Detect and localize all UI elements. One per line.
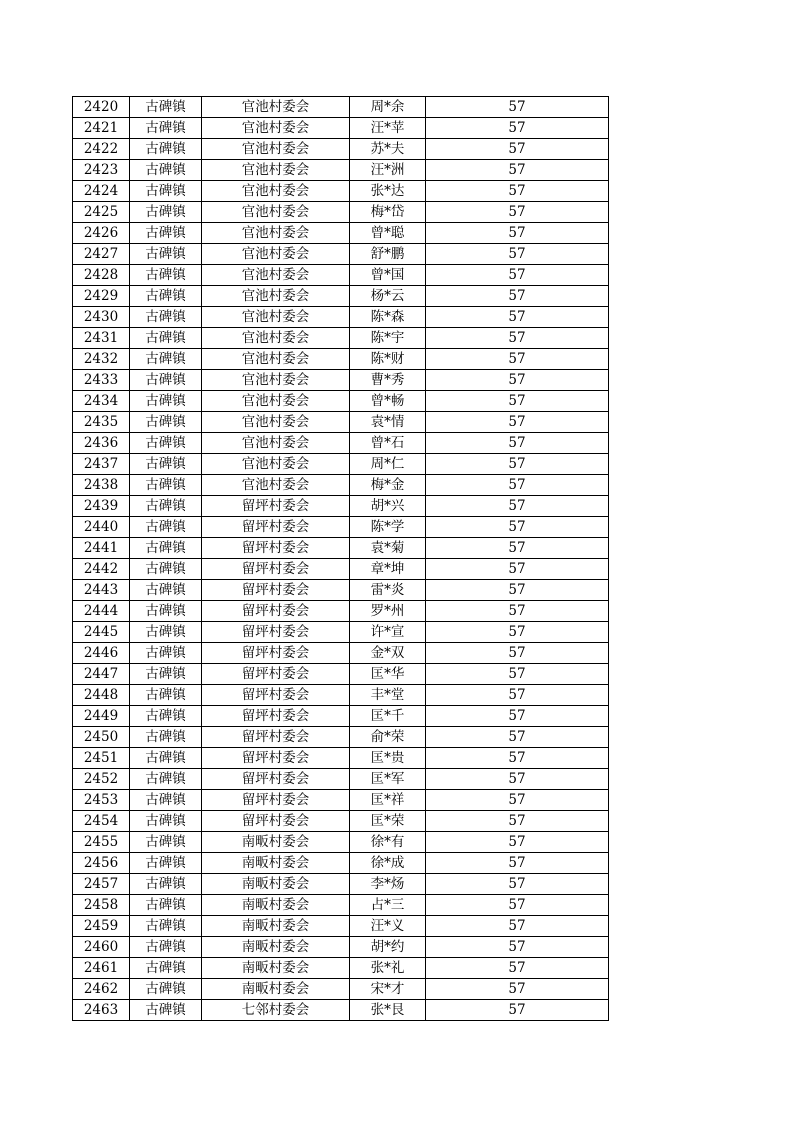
town-cell: 古碑镇	[130, 202, 202, 223]
row-number-cell: 2422	[73, 139, 130, 160]
value-cell: 57	[426, 916, 609, 937]
row-number-cell: 2434	[73, 391, 130, 412]
row-number-cell: 2457	[73, 874, 130, 895]
row-number-cell: 2456	[73, 853, 130, 874]
masked-name-cell: 梅*岱	[350, 202, 426, 223]
value-cell: 57	[426, 223, 609, 244]
value-cell: 57	[426, 433, 609, 454]
masked-name-cell: 袁*情	[350, 412, 426, 433]
village-committee-cell: 官池村委会	[202, 286, 350, 307]
village-committee-cell: 留坪村委会	[202, 559, 350, 580]
town-cell: 古碑镇	[130, 979, 202, 1000]
village-committee-cell: 南畈村委会	[202, 979, 350, 1000]
row-number-cell: 2445	[73, 622, 130, 643]
masked-name-cell: 匡*千	[350, 706, 426, 727]
value-cell: 57	[426, 118, 609, 139]
masked-name-cell: 张*礼	[350, 958, 426, 979]
value-cell: 57	[426, 160, 609, 181]
value-cell: 57	[426, 748, 609, 769]
row-number-cell: 2462	[73, 979, 130, 1000]
value-cell: 57	[426, 286, 609, 307]
value-cell: 57	[426, 517, 609, 538]
town-cell: 古碑镇	[130, 559, 202, 580]
value-cell: 57	[426, 1000, 609, 1021]
table-row	[73, 118, 609, 139]
table-row	[73, 181, 609, 202]
town-cell: 古碑镇	[130, 160, 202, 181]
value-cell: 57	[426, 895, 609, 916]
table-row	[73, 769, 609, 790]
masked-name-cell: 雷*炎	[350, 580, 426, 601]
village-committee-cell: 留坪村委会	[202, 622, 350, 643]
village-committee-cell: 留坪村委会	[202, 517, 350, 538]
town-cell: 古碑镇	[130, 349, 202, 370]
town-cell: 古碑镇	[130, 622, 202, 643]
town-cell: 古碑镇	[130, 874, 202, 895]
value-cell: 57	[426, 958, 609, 979]
roster-table	[72, 96, 609, 1021]
value-cell: 57	[426, 706, 609, 727]
village-committee-cell: 留坪村委会	[202, 706, 350, 727]
value-cell: 57	[426, 265, 609, 286]
masked-name-cell: 杨*云	[350, 286, 426, 307]
row-number-cell: 2455	[73, 832, 130, 853]
masked-name-cell: 章*坤	[350, 559, 426, 580]
value-cell: 57	[426, 979, 609, 1000]
row-number-cell: 2446	[73, 643, 130, 664]
masked-name-cell: 梅*金	[350, 475, 426, 496]
town-cell: 古碑镇	[130, 727, 202, 748]
town-cell: 古碑镇	[130, 475, 202, 496]
row-number-cell: 2441	[73, 538, 130, 559]
value-cell: 57	[426, 853, 609, 874]
masked-name-cell: 金*双	[350, 643, 426, 664]
masked-name-cell: 周*仁	[350, 454, 426, 475]
table-row	[73, 286, 609, 307]
table-row	[73, 685, 609, 706]
value-cell: 57	[426, 790, 609, 811]
value-cell: 57	[426, 601, 609, 622]
table-row	[73, 202, 609, 223]
village-committee-cell: 留坪村委会	[202, 790, 350, 811]
village-committee-cell: 官池村委会	[202, 412, 350, 433]
masked-name-cell: 徐*有	[350, 832, 426, 853]
row-number-cell: 2436	[73, 433, 130, 454]
row-number-cell: 2451	[73, 748, 130, 769]
town-cell: 古碑镇	[130, 370, 202, 391]
value-cell: 57	[426, 244, 609, 265]
value-cell: 57	[426, 202, 609, 223]
table-row	[73, 979, 609, 1000]
village-committee-cell: 官池村委会	[202, 370, 350, 391]
row-number-cell: 2442	[73, 559, 130, 580]
row-number-cell: 2439	[73, 496, 130, 517]
village-committee-cell: 南畈村委会	[202, 916, 350, 937]
row-number-cell: 2435	[73, 412, 130, 433]
masked-name-cell: 匡*贵	[350, 748, 426, 769]
masked-name-cell: 张*达	[350, 181, 426, 202]
masked-name-cell: 匡*华	[350, 664, 426, 685]
row-number-cell: 2447	[73, 664, 130, 685]
town-cell: 古碑镇	[130, 790, 202, 811]
table-row	[73, 265, 609, 286]
village-committee-cell: 官池村委会	[202, 475, 350, 496]
table-row	[73, 538, 609, 559]
masked-name-cell: 陈*宇	[350, 328, 426, 349]
village-committee-cell: 留坪村委会	[202, 538, 350, 559]
row-number-cell: 2460	[73, 937, 130, 958]
town-cell: 古碑镇	[130, 1000, 202, 1021]
table-row	[73, 811, 609, 832]
value-cell: 57	[426, 181, 609, 202]
masked-name-cell: 丰*堂	[350, 685, 426, 706]
town-cell: 古碑镇	[130, 685, 202, 706]
table-row	[73, 307, 609, 328]
table-row	[73, 97, 609, 118]
town-cell: 古碑镇	[130, 97, 202, 118]
row-number-cell: 2425	[73, 202, 130, 223]
town-cell: 古碑镇	[130, 286, 202, 307]
town-cell: 古碑镇	[130, 265, 202, 286]
row-number-cell: 2428	[73, 265, 130, 286]
table-row	[73, 853, 609, 874]
village-committee-cell: 官池村委会	[202, 391, 350, 412]
value-cell: 57	[426, 937, 609, 958]
table-row	[73, 475, 609, 496]
row-number-cell: 2433	[73, 370, 130, 391]
masked-name-cell: 苏*夫	[350, 139, 426, 160]
village-committee-cell: 南畈村委会	[202, 874, 350, 895]
row-number-cell: 2437	[73, 454, 130, 475]
village-committee-cell: 留坪村委会	[202, 727, 350, 748]
town-cell: 古碑镇	[130, 853, 202, 874]
town-cell: 古碑镇	[130, 538, 202, 559]
town-cell: 古碑镇	[130, 517, 202, 538]
table-row	[73, 328, 609, 349]
value-cell: 57	[426, 832, 609, 853]
village-committee-cell: 官池村委会	[202, 139, 350, 160]
table-row	[73, 874, 609, 895]
row-number-cell: 2429	[73, 286, 130, 307]
value-cell: 57	[426, 454, 609, 475]
row-number-cell: 2443	[73, 580, 130, 601]
village-committee-cell: 官池村委会	[202, 97, 350, 118]
value-cell: 57	[426, 496, 609, 517]
row-number-cell: 2432	[73, 349, 130, 370]
row-number-cell: 2427	[73, 244, 130, 265]
table-row	[73, 496, 609, 517]
village-committee-cell: 官池村委会	[202, 265, 350, 286]
row-number-cell: 2458	[73, 895, 130, 916]
row-number-cell: 2459	[73, 916, 130, 937]
town-cell: 古碑镇	[130, 958, 202, 979]
town-cell: 古碑镇	[130, 223, 202, 244]
value-cell: 57	[426, 874, 609, 895]
village-committee-cell: 南畈村委会	[202, 958, 350, 979]
masked-name-cell: 匡*祥	[350, 790, 426, 811]
value-cell: 57	[426, 622, 609, 643]
masked-name-cell: 曾*畅	[350, 391, 426, 412]
masked-name-cell: 周*余	[350, 97, 426, 118]
table-row	[73, 223, 609, 244]
masked-name-cell: 曾*聪	[350, 223, 426, 244]
table-row	[73, 958, 609, 979]
value-cell: 57	[426, 538, 609, 559]
village-committee-cell: 留坪村委会	[202, 685, 350, 706]
town-cell: 古碑镇	[130, 496, 202, 517]
table-row	[73, 790, 609, 811]
row-number-cell: 2444	[73, 601, 130, 622]
value-cell: 57	[426, 412, 609, 433]
row-number-cell: 2450	[73, 727, 130, 748]
table-row	[73, 937, 609, 958]
village-committee-cell: 留坪村委会	[202, 664, 350, 685]
masked-name-cell: 袁*菊	[350, 538, 426, 559]
village-committee-cell: 留坪村委会	[202, 496, 350, 517]
row-number-cell: 2449	[73, 706, 130, 727]
table-row	[73, 349, 609, 370]
table-row	[73, 727, 609, 748]
value-cell: 57	[426, 643, 609, 664]
village-committee-cell: 留坪村委会	[202, 769, 350, 790]
table-row	[73, 244, 609, 265]
value-cell: 57	[426, 811, 609, 832]
table-row	[73, 391, 609, 412]
row-number-cell: 2426	[73, 223, 130, 244]
value-cell: 57	[426, 769, 609, 790]
town-cell: 古碑镇	[130, 748, 202, 769]
masked-name-cell: 占*三	[350, 895, 426, 916]
table-row	[73, 916, 609, 937]
value-cell: 57	[426, 685, 609, 706]
row-number-cell: 2424	[73, 181, 130, 202]
village-committee-cell: 官池村委会	[202, 181, 350, 202]
row-number-cell: 2448	[73, 685, 130, 706]
village-committee-cell: 官池村委会	[202, 307, 350, 328]
value-cell: 57	[426, 475, 609, 496]
town-cell: 古碑镇	[130, 811, 202, 832]
masked-name-cell: 匡*荣	[350, 811, 426, 832]
village-committee-cell: 官池村委会	[202, 160, 350, 181]
town-cell: 古碑镇	[130, 601, 202, 622]
village-committee-cell: 官池村委会	[202, 244, 350, 265]
village-committee-cell: 官池村委会	[202, 433, 350, 454]
masked-name-cell: 胡*兴	[350, 496, 426, 517]
town-cell: 古碑镇	[130, 769, 202, 790]
table-row	[73, 622, 609, 643]
value-cell: 57	[426, 97, 609, 118]
value-cell: 57	[426, 391, 609, 412]
masked-name-cell: 陈*学	[350, 517, 426, 538]
table-row	[73, 601, 609, 622]
masked-name-cell: 曾*石	[350, 433, 426, 454]
village-committee-cell: 官池村委会	[202, 223, 350, 244]
row-number-cell: 2454	[73, 811, 130, 832]
table-row	[73, 748, 609, 769]
row-number-cell: 2461	[73, 958, 130, 979]
row-number-cell: 2463	[73, 1000, 130, 1021]
row-number-cell: 2430	[73, 307, 130, 328]
value-cell: 57	[426, 727, 609, 748]
table-row	[73, 580, 609, 601]
town-cell: 古碑镇	[130, 706, 202, 727]
village-committee-cell: 官池村委会	[202, 118, 350, 139]
town-cell: 古碑镇	[130, 643, 202, 664]
masked-name-cell: 罗*州	[350, 601, 426, 622]
table-row	[73, 832, 609, 853]
roster-table-body	[73, 97, 609, 1021]
row-number-cell: 2421	[73, 118, 130, 139]
masked-name-cell: 陈*财	[350, 349, 426, 370]
table-row	[73, 370, 609, 391]
masked-name-cell: 宋*才	[350, 979, 426, 1000]
table-row	[73, 412, 609, 433]
value-cell: 57	[426, 370, 609, 391]
masked-name-cell: 李*炀	[350, 874, 426, 895]
village-committee-cell: 官池村委会	[202, 328, 350, 349]
masked-name-cell: 陈*森	[350, 307, 426, 328]
masked-name-cell: 张*艮	[350, 1000, 426, 1021]
masked-name-cell: 汪*苹	[350, 118, 426, 139]
town-cell: 古碑镇	[130, 580, 202, 601]
table-row	[73, 139, 609, 160]
town-cell: 古碑镇	[130, 139, 202, 160]
village-committee-cell: 官池村委会	[202, 202, 350, 223]
table-row	[73, 433, 609, 454]
value-cell: 57	[426, 349, 609, 370]
row-number-cell: 2452	[73, 769, 130, 790]
town-cell: 古碑镇	[130, 916, 202, 937]
town-cell: 古碑镇	[130, 412, 202, 433]
value-cell: 57	[426, 328, 609, 349]
village-committee-cell: 南畈村委会	[202, 853, 350, 874]
masked-name-cell: 胡*约	[350, 937, 426, 958]
town-cell: 古碑镇	[130, 391, 202, 412]
town-cell: 古碑镇	[130, 328, 202, 349]
town-cell: 古碑镇	[130, 937, 202, 958]
masked-name-cell: 汪*义	[350, 916, 426, 937]
masked-name-cell: 徐*成	[350, 853, 426, 874]
village-committee-cell: 南畈村委会	[202, 937, 350, 958]
village-committee-cell: 南畈村委会	[202, 832, 350, 853]
masked-name-cell: 汪*洲	[350, 160, 426, 181]
town-cell: 古碑镇	[130, 181, 202, 202]
town-cell: 古碑镇	[130, 244, 202, 265]
town-cell: 古碑镇	[130, 895, 202, 916]
table-row	[73, 454, 609, 475]
table-row	[73, 517, 609, 538]
village-committee-cell: 留坪村委会	[202, 811, 350, 832]
town-cell: 古碑镇	[130, 664, 202, 685]
table-row	[73, 643, 609, 664]
table-row	[73, 160, 609, 181]
row-number-cell: 2440	[73, 517, 130, 538]
row-number-cell: 2431	[73, 328, 130, 349]
value-cell: 57	[426, 139, 609, 160]
masked-name-cell: 匡*军	[350, 769, 426, 790]
table-row	[73, 706, 609, 727]
masked-name-cell: 曾*国	[350, 265, 426, 286]
row-number-cell: 2438	[73, 475, 130, 496]
masked-name-cell: 俞*荣	[350, 727, 426, 748]
town-cell: 古碑镇	[130, 454, 202, 475]
value-cell: 57	[426, 580, 609, 601]
town-cell: 古碑镇	[130, 118, 202, 139]
masked-name-cell: 舒*鹏	[350, 244, 426, 265]
value-cell: 57	[426, 559, 609, 580]
value-cell: 57	[426, 664, 609, 685]
village-committee-cell: 七邻村委会	[202, 1000, 350, 1021]
table-row	[73, 1000, 609, 1021]
village-committee-cell: 留坪村委会	[202, 643, 350, 664]
town-cell: 古碑镇	[130, 307, 202, 328]
masked-name-cell: 曹*秀	[350, 370, 426, 391]
village-committee-cell: 留坪村委会	[202, 601, 350, 622]
village-committee-cell: 留坪村委会	[202, 748, 350, 769]
village-committee-cell: 官池村委会	[202, 349, 350, 370]
village-committee-cell: 官池村委会	[202, 454, 350, 475]
village-committee-cell: 南畈村委会	[202, 895, 350, 916]
row-number-cell: 2423	[73, 160, 130, 181]
table-row	[73, 559, 609, 580]
town-cell: 古碑镇	[130, 832, 202, 853]
row-number-cell: 2453	[73, 790, 130, 811]
row-number-cell: 2420	[73, 97, 130, 118]
town-cell: 古碑镇	[130, 433, 202, 454]
village-committee-cell: 留坪村委会	[202, 580, 350, 601]
masked-name-cell: 许*宣	[350, 622, 426, 643]
table-row	[73, 664, 609, 685]
value-cell: 57	[426, 307, 609, 328]
table-row	[73, 895, 609, 916]
